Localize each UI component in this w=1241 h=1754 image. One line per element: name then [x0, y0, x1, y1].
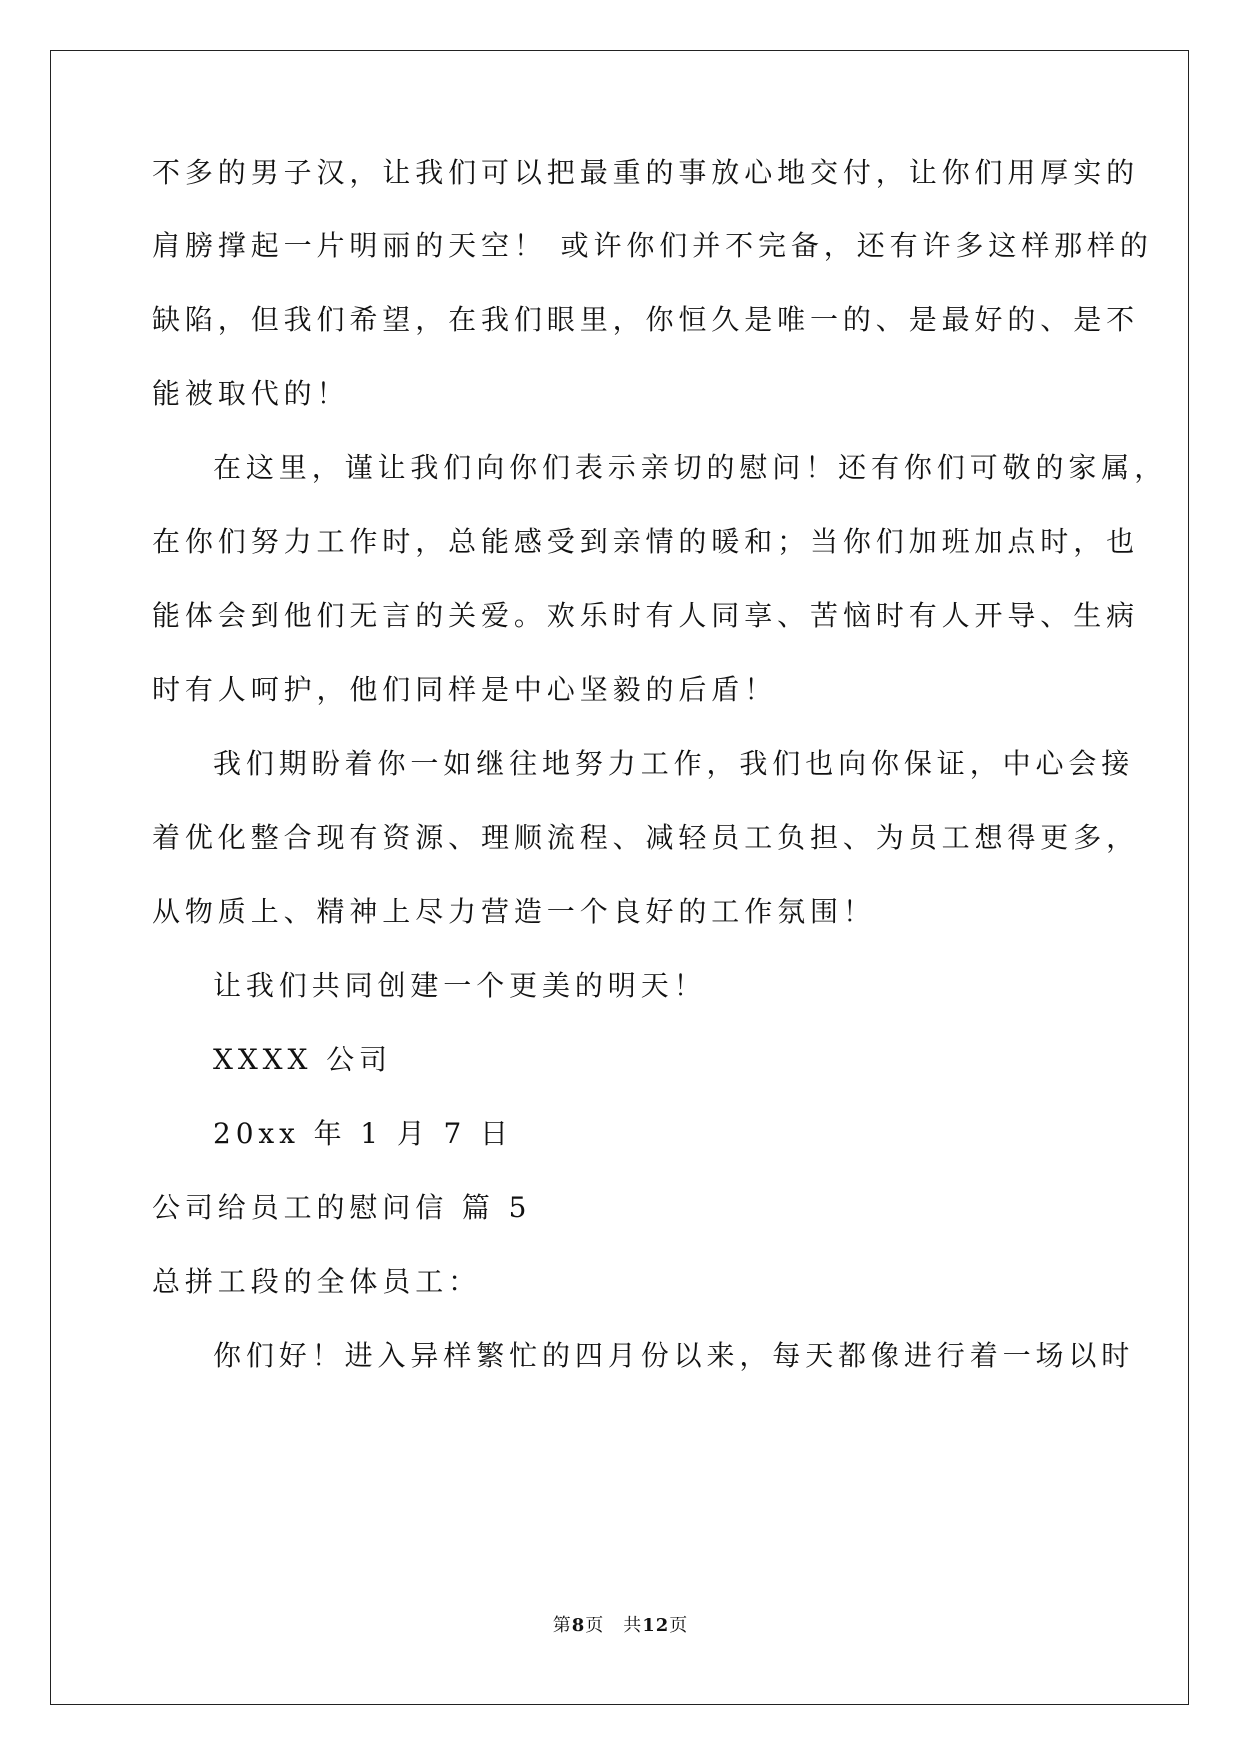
signature-date: 20xx 年 1 月 7 日 [213, 1117, 513, 1150]
page-suffix: 页 [669, 1615, 689, 1636]
salutation: 总拼工段的全体员工： [152, 1265, 482, 1298]
paragraph-first-line: 你们好！进入异样繁忙的四月份以来，每天都像进行着一场以时 [213, 1339, 1135, 1372]
closing-line: 让我们共同创建一个更美的明天！ [213, 969, 707, 1002]
text-line: 着优化整合现有资源、理顺流程、减轻员工负担、为员工想得更多， [152, 821, 1140, 854]
paragraph-first-line: 我们期盼着你一如继往地努力工作，我们也向你保证，中心会接 [213, 747, 1135, 780]
current-page-number: 8 [571, 1615, 586, 1636]
text-line: 在你们努力工作时，总能感受到亲情的暖和；当你们加班加点时，也 [152, 525, 1140, 558]
page-prefix: 第 [552, 1615, 572, 1636]
text-line: 能体会到他们无言的关爱。欢乐时有人同享、苦恼时有人开导、生病 [152, 599, 1140, 632]
total-page-number: 12 [642, 1615, 670, 1636]
text-line: 不多的男子汉，让我们可以把最重的事放心地交付，让你们用厚实的 [152, 156, 1140, 189]
page-mid: 页 共 [585, 1615, 643, 1636]
text-line: 能被取代的！ [152, 377, 350, 410]
text-line: 肩膀撑起一片明丽的天空！ 或许你们并不完备，还有许多这样那样的 [152, 229, 1153, 262]
text-line: 缺陷，但我们希望，在我们眼里，你恒久是唯一的、是最好的、是不 [152, 303, 1140, 336]
signature-company: XXXX 公司 [213, 1043, 392, 1076]
section-heading: 公司给员工的慰问信 篇 5 [152, 1191, 532, 1224]
page-number-footer [0, 1614, 1241, 1638]
page-border [50, 50, 1189, 1705]
paragraph-first-line: 在这里，谨让我们向你们表示亲切的慰问！还有你们可敬的家属， [213, 451, 1168, 484]
text-line: 时有人呵护，他们同样是中心坚毅的后盾！ [152, 673, 778, 706]
text-line: 从物质上、精神上尽力营造一个良好的工作氛围！ [152, 895, 876, 928]
